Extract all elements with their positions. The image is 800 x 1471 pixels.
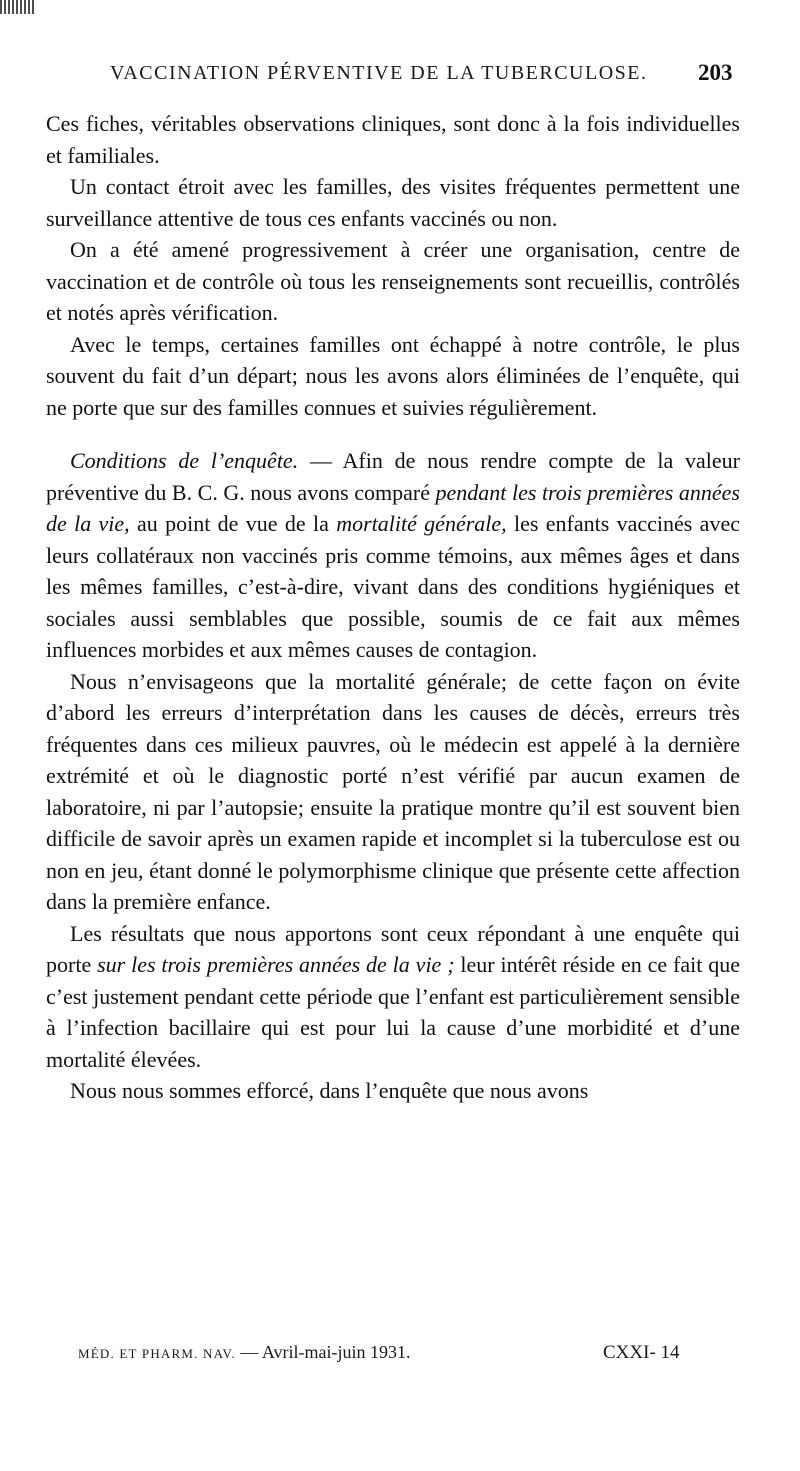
text-run: Nous nous sommes efforcé, dans l’enquête que nous avons (70, 1078, 589, 1103)
text-run: — Afin de nous rendre compte de la valeur préventive du B. C. G. nous avons comparé (46, 448, 741, 505)
running-title: VACCINATION PÉRVENTIVE DE LA TUBERCULOSE. (110, 62, 648, 84)
italic-text: sur les trois premières années de la vie ; (97, 952, 455, 977)
paragraph (46, 918, 740, 1076)
paragraph (46, 171, 740, 234)
text-run: On a été amené progressivement à créer une organisation, centre de vaccination et de contrôle où tous les renseignements sont recueillis, contrôlés et notés après vérification. (46, 237, 740, 325)
paragraph (46, 329, 740, 424)
text-run: Un contact étroit avec les familles, des visites fréquentes permettent une surveillance attentive de tous ces enfants vaccinés ou non. (46, 174, 740, 231)
footer-issue: — Avril-mai-juin 1931. (240, 1342, 411, 1362)
italic-text: Conditions de l’enquête. (70, 448, 299, 473)
italic-text: mortalité générale, (336, 511, 507, 536)
page-footer (78, 1342, 698, 1363)
page-number: 203 (698, 60, 733, 85)
section-paragraph (46, 445, 740, 666)
text-run: Les résultats que nous apportons sont ceux répondant à une enquête qui porte (46, 920, 740, 977)
text-run: Nous n’envisageons que la mortalité générale; de cette façon on évite d’abord les erreurs d’interprétation dans les causes de décès, erreurs très fréquentes dans ces milieux pauvres, où le médecin est appelé à la dernière extrémité et où le diagnostic porté n’est vérifié par aucun examen de laboratoire, ni par l’autopsie; ensuite la pratique montre qu’il est souvent bien difficile de savoir après un examen rapide et incomplet si la tuberculose est ou non en jeu, étant donné le polymorphisme clinique que présente cette affection dans la première enfance. (46, 668, 740, 914)
text-run: Ces fiches, véritables observations cliniques, sont donc à la fois individuelles et familiales. (46, 111, 740, 168)
paragraph (46, 666, 740, 918)
italic-text: pendant les trois premières années de la vie, (46, 479, 740, 536)
paragraph (46, 234, 740, 329)
article-body (46, 108, 740, 1107)
text-run: les enfants vaccinés avec leurs collatéraux non vaccinés pris comme témoins, aux mêmes âges et dans les mêmes familles, c’est-à-dire, vivant dans des conditions hygiéniques et sociales aussi semblables que possible, soumis de ce fait aux mêmes influences morbides et aux mêmes causes de contagion. (46, 511, 740, 662)
footer-signature: CXXI- 14 (603, 1342, 680, 1363)
text-run: Avec le temps, certaines familles ont échappé à notre contrôle, le plus souvent du fait d’un départ; nous les avons alors éliminées de l’enquête, qui ne porte que sur des familles connues et suivies régulièrement. (46, 331, 740, 420)
section-gap (46, 423, 740, 445)
paragraph (46, 1075, 740, 1107)
scan-edge-artifact (0, 0, 34, 14)
text-run: leur intérêt réside en ce fait que c’est justement pendant cette période que l’enfant est particulièrement sensible à l’infection bacillaire qui est pour lui la cause d’une morbidité et d’une mortalité élevées. (46, 952, 741, 1072)
text-run: au point de vue de la (129, 511, 337, 536)
paragraph (46, 108, 740, 171)
footer-publication: MÉD. ET PHARM. NAV. (78, 1346, 236, 1361)
